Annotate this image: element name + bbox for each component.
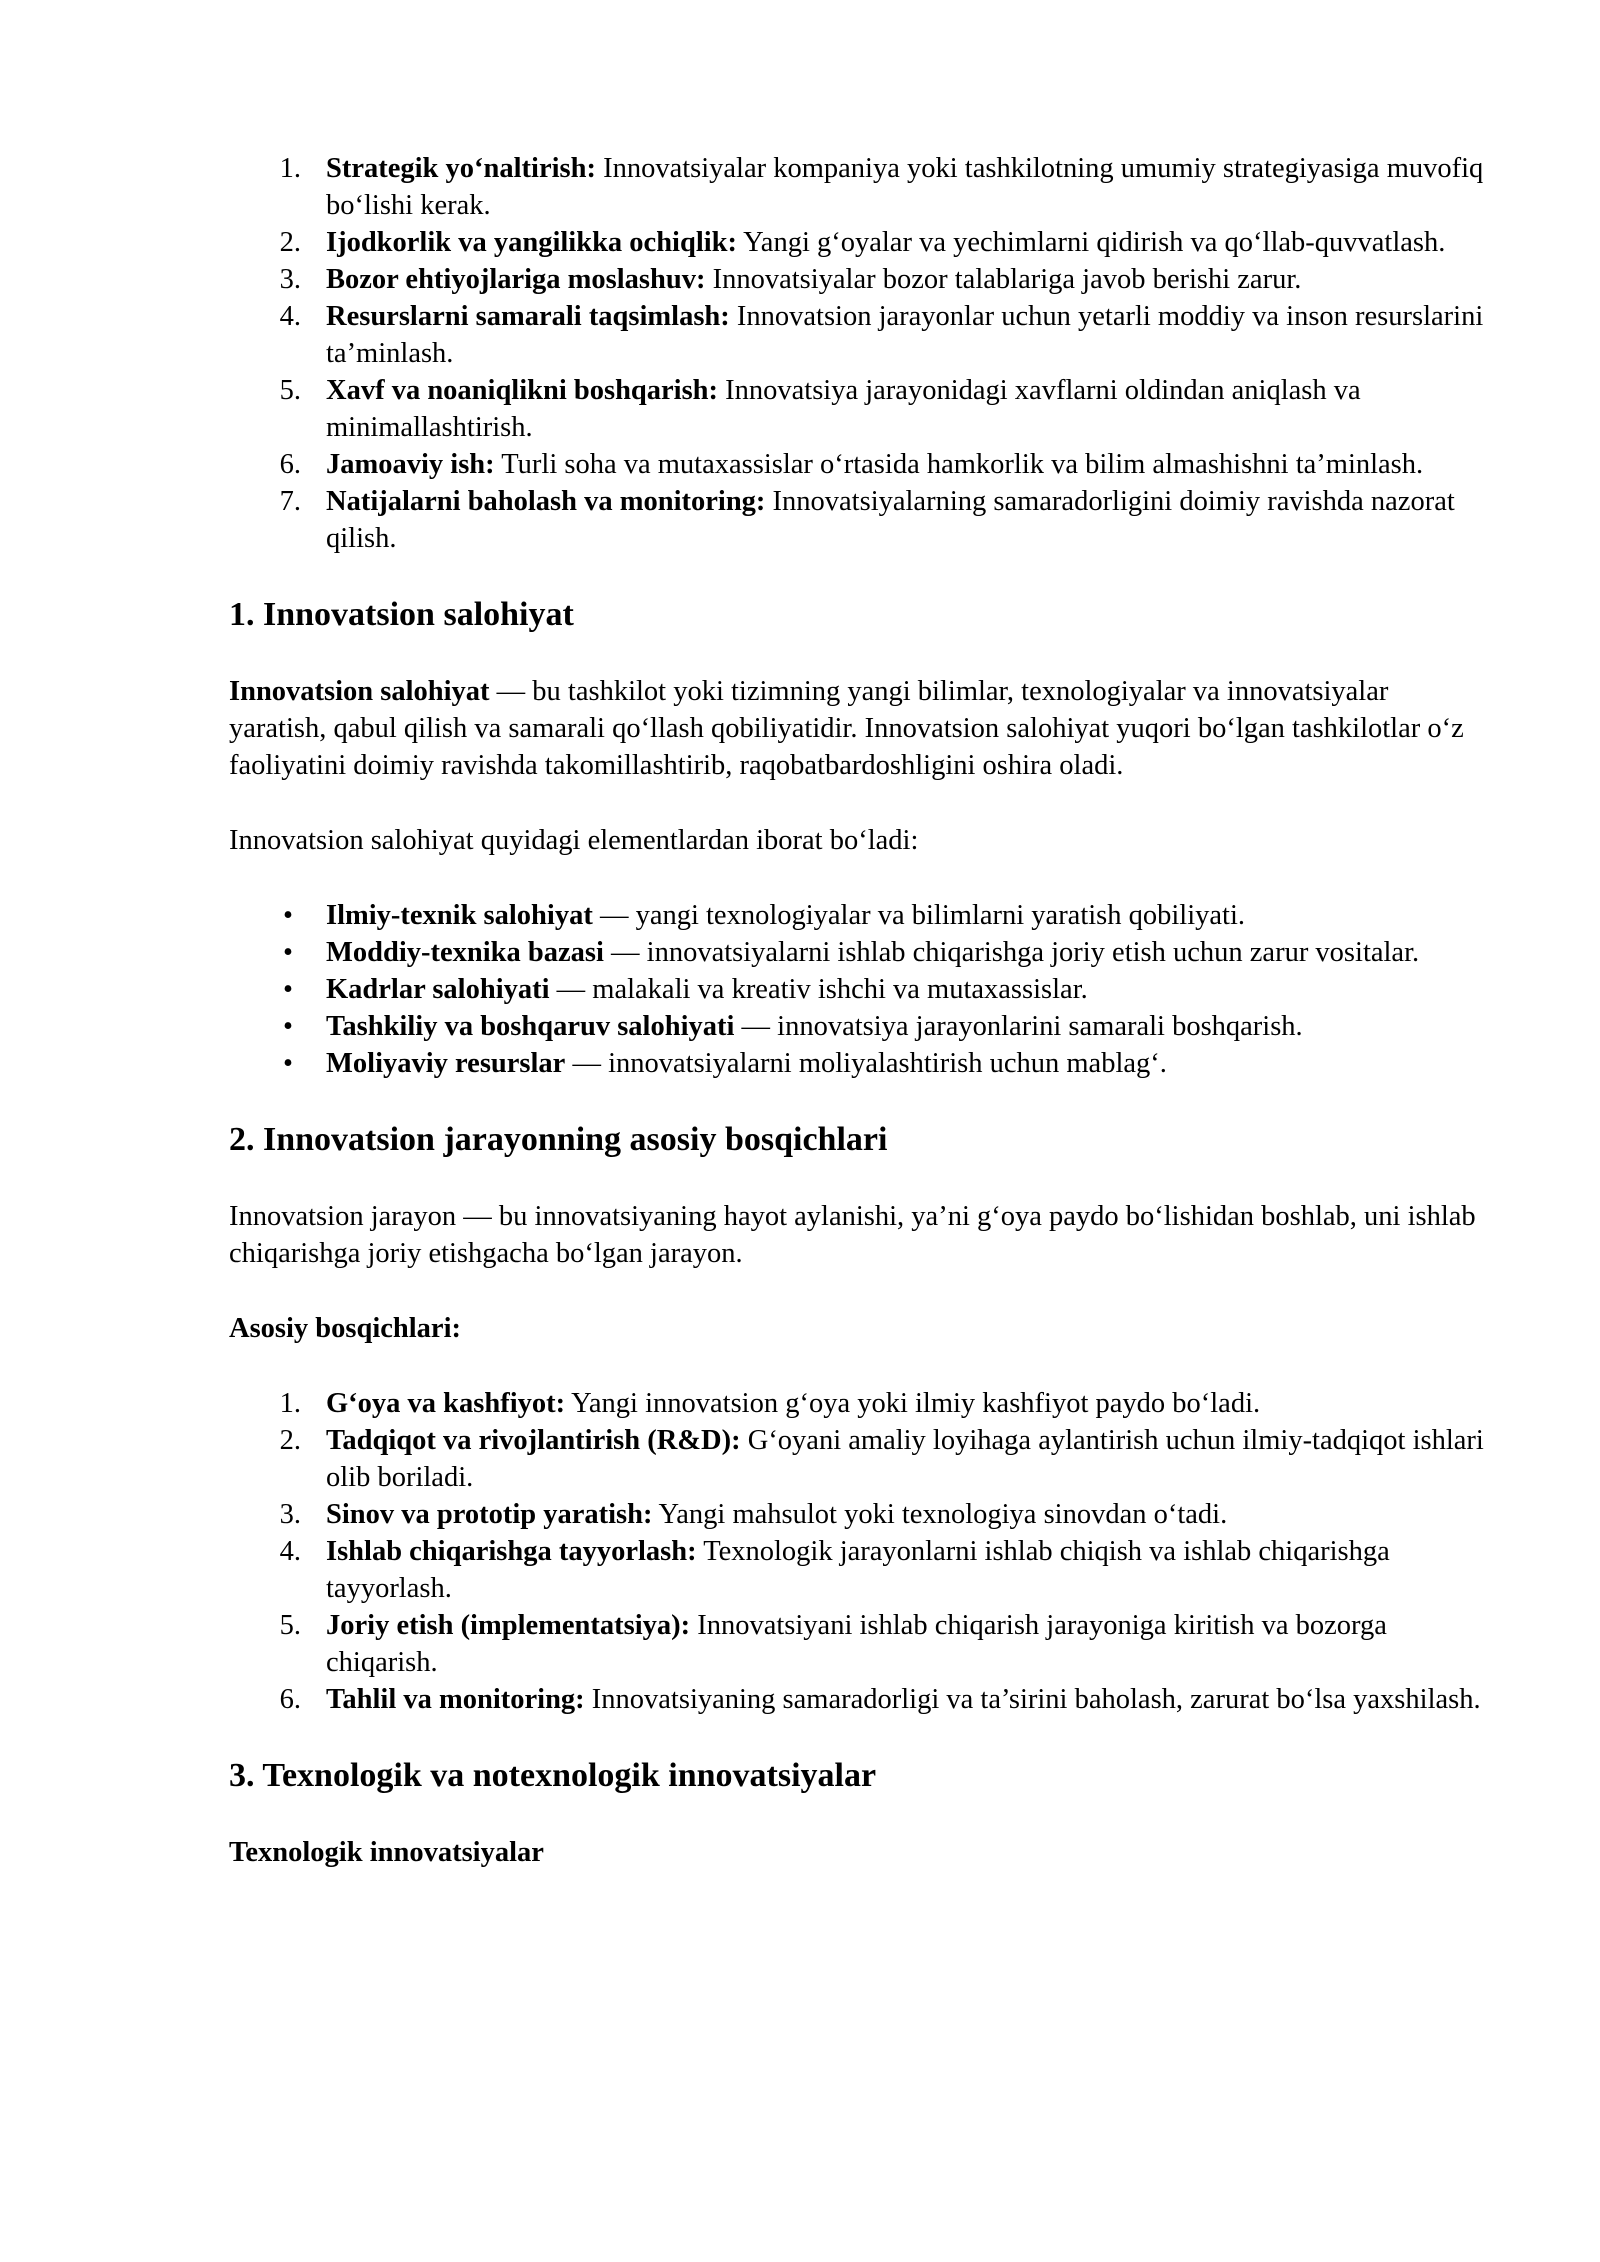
list-item-term: Ijodkorlik va yangilikka ochiqlik: bbox=[326, 227, 737, 258]
list-item bbox=[229, 1385, 1491, 1422]
list-item bbox=[229, 483, 1491, 557]
bullet-text: — malakali va kreativ ishchi va mutaxassislar. bbox=[549, 974, 1088, 1005]
bullet-term: Kadrlar salohiyati bbox=[326, 974, 550, 1005]
list-number: 6. bbox=[279, 449, 301, 480]
list-item-text: Innovatsiya jarayonidagi xavflarni oldindan aniqlash va minimallashtirish. bbox=[326, 375, 1361, 443]
list-item bbox=[229, 150, 1491, 224]
bullet-marker: • bbox=[283, 900, 293, 931]
bullet-item bbox=[229, 1008, 1491, 1045]
list-item-term: Jamoaviy ish: bbox=[326, 449, 495, 480]
bullet-term: Moddiy-texnika bazasi bbox=[326, 937, 604, 968]
list-number: 6. bbox=[279, 1684, 301, 1715]
bullet-marker: • bbox=[283, 1011, 293, 1042]
paragraph bbox=[229, 673, 1491, 784]
subheading bbox=[229, 1834, 1491, 1871]
paragraph-text: — bu tashkilot yoki tizimning yangi bilimlar, texnologiyalar va innovatsiyalar yaratish, qabul qilish va samarali qo‘llash qobiliyatidir. Innovatsion salohiyat yuqori bo‘lgan tashkilotlar o‘z faoliyatini doimiy ravishda takomillashtirib, raqobatbardoshligini oshira oladi. bbox=[229, 676, 1464, 781]
list-item-term: Sinov va prototip yaratish: bbox=[326, 1499, 653, 1530]
bullet-term: Tashkiliy va boshqaruv salohiyati bbox=[326, 1011, 735, 1042]
list-number: 3. bbox=[279, 264, 301, 295]
principles-list bbox=[229, 150, 1491, 557]
list-item-term: G‘oya va kashfiyot: bbox=[326, 1388, 566, 1419]
bullet-text: — yangi texnologiyalar va bilimlarni yaratish qobiliyati. bbox=[592, 900, 1246, 931]
paragraph: Innovatsion salohiyat quyidagi elementlardan iborat bo‘ladi: bbox=[229, 825, 919, 856]
section-heading: 2. Innovatsion jarayonning asosiy bosqichlari bbox=[229, 1121, 888, 1158]
list-item-term: Joriy etish (implementatsiya): bbox=[326, 1610, 691, 1641]
section-heading: 3. Texnologik va notexnologik innovatsiyalar bbox=[229, 1757, 877, 1794]
list-item-text: Innovatsiyaning samaradorligi va ta’sirini baholash, zarurat bo‘lsa yaxshilash. bbox=[584, 1684, 1481, 1715]
list-item-text: Texnologik jarayonlarni ishlab chiqish va ishlab chiqarishga tayyorlash. bbox=[326, 1536, 1390, 1604]
subheading-text: Asosiy bosqichlari: bbox=[229, 1313, 461, 1344]
list-item bbox=[229, 372, 1491, 446]
list-item-term: Bozor ehtiyojlariga moslashuv: bbox=[326, 264, 706, 295]
list-item-text: Innovatsion jarayonlar uchun yetarli moddiy va inson resurslarini ta’minlash. bbox=[326, 301, 1484, 369]
list-item-text: Yangi innovatsion g‘oya yoki ilmiy kashfiyot paydo bo‘ladi. bbox=[565, 1388, 1261, 1419]
list-item-text: Innovatsiyalar kompaniya yoki tashkilotning umumiy strategiyasiga muvofiq bo‘lishi kerak. bbox=[326, 153, 1484, 221]
list-item-text: G‘oyani amaliy loyihaga aylantirish uchun ilmiy-tadqiqot ishlari olib boriladi. bbox=[326, 1425, 1484, 1493]
bullet-marker: • bbox=[283, 1048, 293, 1079]
list-number: 3. bbox=[279, 1499, 301, 1530]
list-item bbox=[229, 1533, 1491, 1607]
list-item bbox=[229, 446, 1491, 483]
paragraph: Innovatsion jarayon — bu innovatsiyaning hayot aylanishi, ya’ni g‘oya paydo bo‘lishidan boshlab, uni ishlab chiqarishga joriy etishgacha bo‘lgan jarayon. bbox=[229, 1201, 1476, 1269]
bullet-item bbox=[229, 934, 1491, 971]
list-number: 2. bbox=[279, 227, 301, 258]
list-item bbox=[229, 298, 1491, 372]
bullet-item bbox=[229, 1045, 1491, 1082]
list-item-text: Turli soha va mutaxassislar o‘rtasida hamkorlik va bilim almashishni ta’minlash. bbox=[494, 449, 1424, 480]
list-item bbox=[229, 1496, 1491, 1533]
list-number: 1. bbox=[279, 153, 301, 184]
list-item-text: Yangi mahsulot yoki texnologiya sinovdan o‘tadi. bbox=[652, 1499, 1228, 1530]
list-item-term: Tahlil va monitoring: bbox=[326, 1684, 585, 1715]
bullet-term: Moliyaviy resurslar bbox=[326, 1048, 566, 1079]
bullet-text: — innovatsiyalarni ishlab chiqarishga joriy etish uchun zarur vositalar. bbox=[603, 937, 1420, 968]
list-number: 4. bbox=[279, 1536, 301, 1567]
bullet-term: Ilmiy-texnik salohiyat bbox=[326, 900, 593, 931]
list-number: 7. bbox=[279, 486, 301, 517]
subheading bbox=[229, 1310, 1491, 1347]
list-item bbox=[229, 1422, 1491, 1496]
list-item-text: Innovatsiyalar bozor talablariga javob berishi zarur. bbox=[705, 264, 1302, 295]
list-item bbox=[229, 1681, 1491, 1718]
list-item bbox=[229, 224, 1491, 261]
paragraph-term: Innovatsion salohiyat bbox=[229, 676, 490, 707]
bullet-marker: • bbox=[283, 974, 293, 1005]
list-item-term: Resurslarni samarali taqsimlash: bbox=[326, 301, 730, 332]
list-item-term: Strategik yo‘naltirish: bbox=[326, 153, 596, 184]
list-item-term: Tadqiqot va rivojlantirish (R&D): bbox=[326, 1425, 741, 1456]
bullet-item bbox=[229, 897, 1491, 934]
bullet-text: — innovatsiya jarayonlarini samarali boshqarish. bbox=[734, 1011, 1303, 1042]
elements-list bbox=[229, 897, 1491, 1082]
stages-list bbox=[229, 1385, 1491, 1718]
list-item-term: Ishlab chiqarishga tayyorlash: bbox=[326, 1536, 697, 1567]
list-number: 5. bbox=[279, 375, 301, 406]
bullet-text: — innovatsiyalarni moliyalashtirish uchun mablag‘. bbox=[565, 1048, 1167, 1079]
bullet-item bbox=[229, 971, 1491, 1008]
list-number: 1. bbox=[279, 1388, 301, 1419]
list-item-term: Xavf va noaniqlikni boshqarish: bbox=[326, 375, 719, 406]
subheading-text: Texnologik innovatsiyalar bbox=[229, 1837, 544, 1868]
list-number: 4. bbox=[279, 301, 301, 332]
list-number: 5. bbox=[279, 1610, 301, 1641]
list-item bbox=[229, 261, 1491, 298]
list-item-text: Yangi g‘oyalar va yechimlarni qidirish va qo‘llab-quvvatlash. bbox=[737, 227, 1446, 258]
bullet-marker: • bbox=[283, 937, 293, 968]
section-heading: 1. Innovatsion salohiyat bbox=[229, 596, 574, 633]
list-item-text: Innovatsiyalarning samaradorligini doimiy ravishda nazorat qilish. bbox=[326, 486, 1455, 554]
document-page bbox=[229, 150, 1491, 1871]
list-item-term: Natijalarni baholash va monitoring: bbox=[326, 486, 766, 517]
list-item-text: Innovatsiyani ishlab chiqarish jarayoniga kiritish va bozorga chiqarish. bbox=[326, 1610, 1387, 1678]
list-number: 2. bbox=[279, 1425, 301, 1456]
list-item bbox=[229, 1607, 1491, 1681]
